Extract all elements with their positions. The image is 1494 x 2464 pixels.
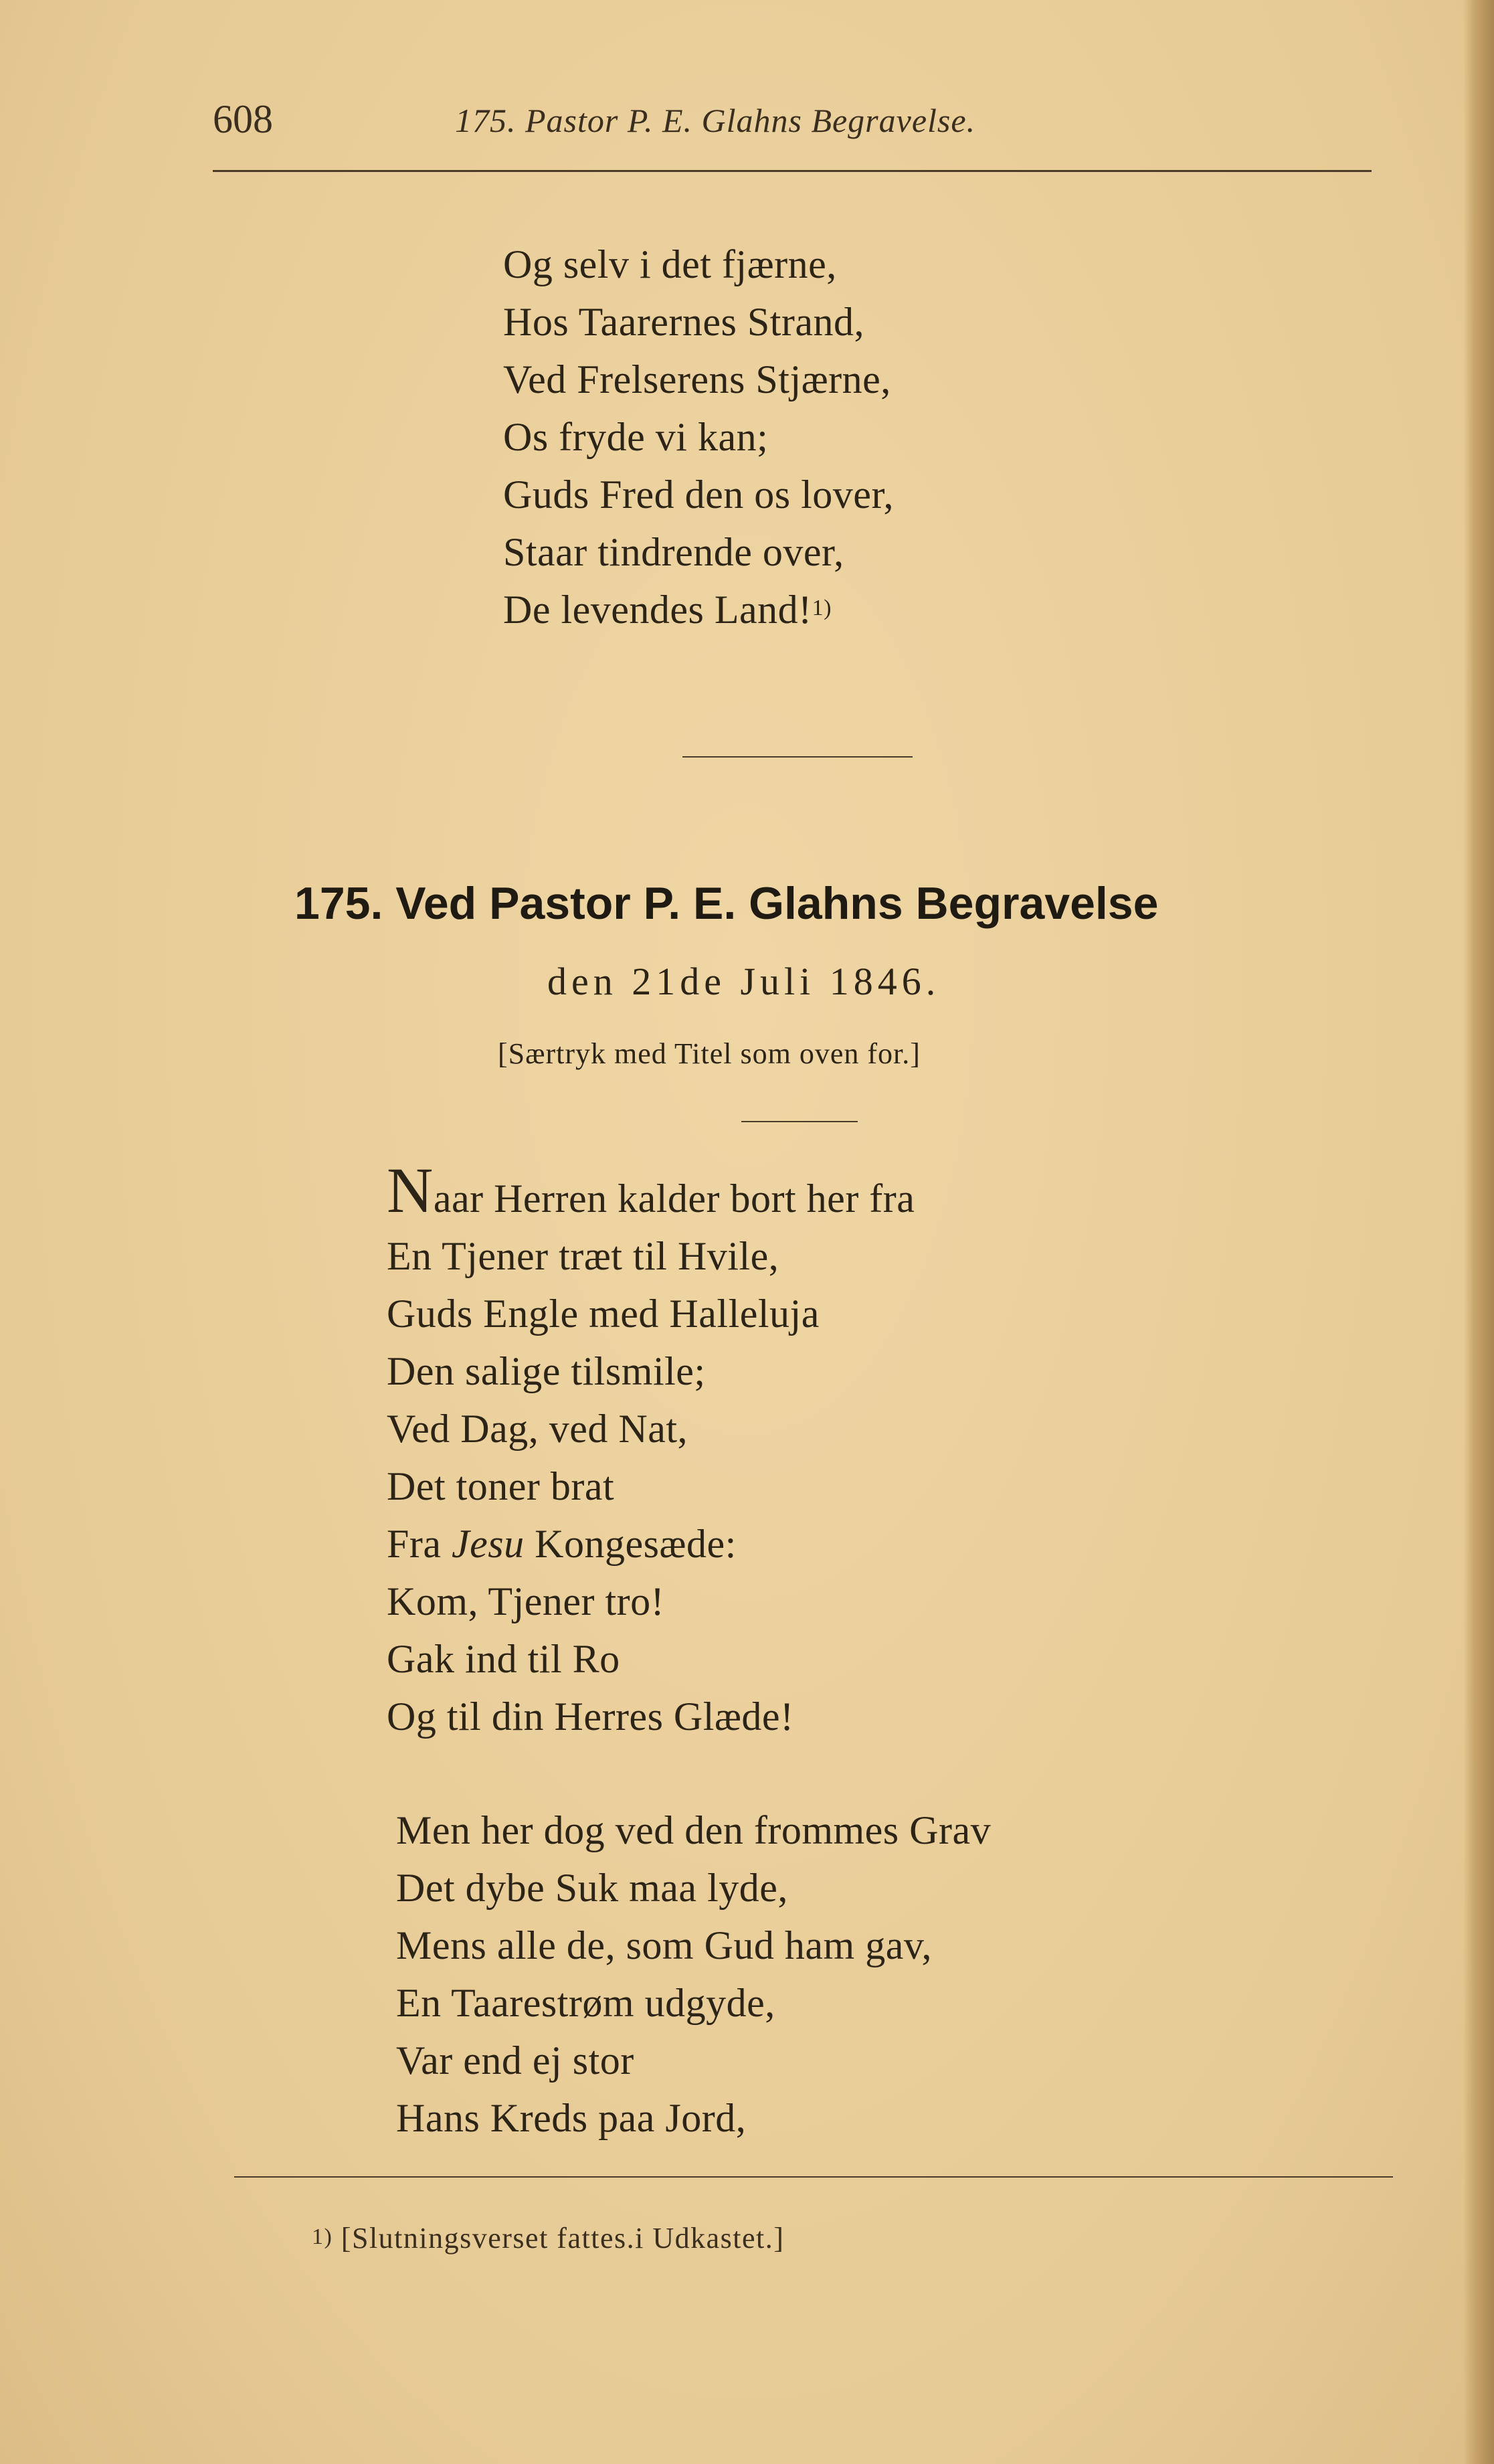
verse-line: Men her dog ved den frommes Grav: [396, 1808, 992, 1852]
italic-name: Jesu: [451, 1522, 525, 1566]
verse-line: Staar tindrende over,: [503, 530, 844, 574]
verse-line: [387, 1154, 915, 1227]
verse-line: Mens alle de, som Gud ham gav,: [396, 1923, 932, 1967]
verse-line: Guds Fred den os lover,: [503, 472, 895, 517]
verse-line: Det dybe Suk maa lyde,: [396, 1866, 788, 1910]
verse-line: En Taarestrøm udgyde,: [396, 1981, 775, 2025]
verse-line-text: De levendes Land!: [503, 588, 812, 632]
verse-line: Ved Frelserens Stjærne,: [503, 357, 891, 402]
verse-line: Os fryde vi kan;: [503, 415, 769, 459]
verse-line-text: Kongesæde:: [524, 1522, 737, 1566]
stanza-2: [396, 1801, 991, 2147]
footnote-rule: [234, 2176, 1393, 2178]
footnote-reference: 1): [812, 596, 832, 620]
verse-line: Hans Kreds paa Jord,: [396, 2096, 747, 2140]
stanza-1: [387, 1154, 915, 1745]
verse-line: [387, 1515, 915, 1573]
verse-line: [503, 581, 894, 638]
poem-continuation: [503, 236, 894, 638]
section-divider: [682, 756, 913, 758]
verse-line-text: aar Herren kalder bort her fra: [433, 1176, 915, 1221]
verse-line: Var end ej stor: [396, 2038, 634, 2083]
drop-cap: N: [387, 1154, 434, 1226]
verse-line: Det toner brat: [387, 1464, 615, 1508]
page-number: 608: [213, 97, 273, 141]
verse-line: Og til din Herres Glæde!: [387, 1694, 794, 1739]
verse-line: Gak ind til Ro: [387, 1637, 620, 1681]
verse-line: Den salige tilsmile;: [387, 1349, 706, 1393]
section-date: den 21de Juli 1846.: [547, 960, 941, 1003]
header-rule: [213, 170, 1372, 172]
verse-line: En Tjener træt til Hvile,: [387, 1234, 779, 1278]
verse-line: Og selv i det fjærne,: [503, 242, 837, 286]
running-title: 175. Pastor P. E. Glahns Begravelse.: [455, 102, 976, 139]
footnote-text: [Slutningsverset fattes.i Udkastet.]: [341, 2222, 785, 2255]
verse-line: Guds Engle med Halleluja: [387, 1292, 820, 1336]
section-note: [Særtryk med Titel som oven for.]: [498, 1037, 921, 1070]
verse-line-text: Fra: [387, 1522, 452, 1566]
section-heading: 175. Ved Pastor P. E. Glahns Begravelse: [294, 878, 1159, 929]
verse-line: Ved Dag, ved Nat,: [387, 1407, 688, 1451]
short-divider: [741, 1121, 858, 1122]
verse-line: Kom, Tjener tro!: [387, 1579, 665, 1623]
book-spine-shadow: [1463, 0, 1494, 2464]
footnote-marker: 1): [312, 2224, 333, 2249]
footnote: [312, 2215, 784, 2262]
verse-line: Hos Taarernes Strand,: [503, 300, 865, 344]
